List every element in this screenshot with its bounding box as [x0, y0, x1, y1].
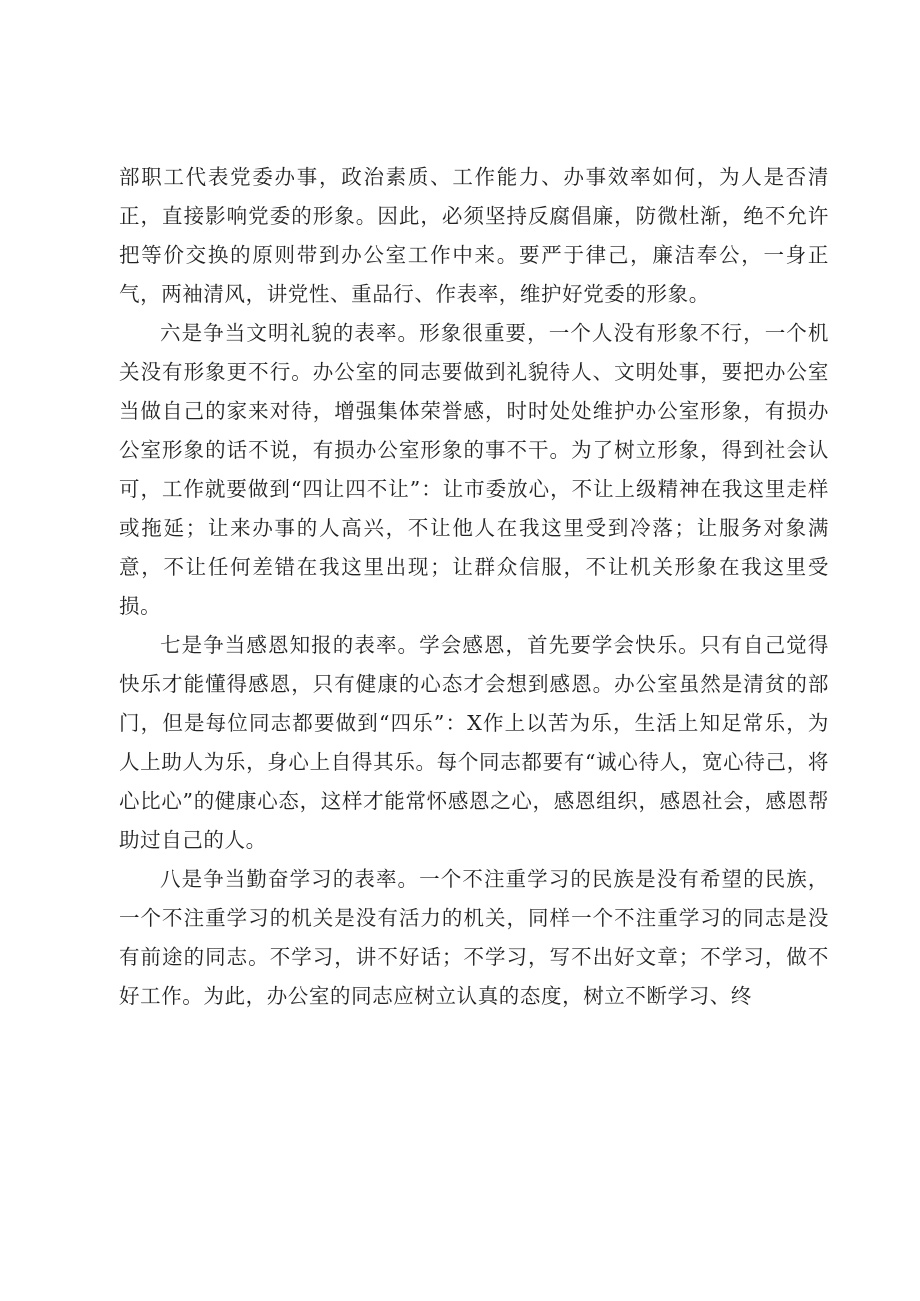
document-body [119, 158, 829, 1016]
paragraph-civility: 六是争当文明礼貌的表率。形象很重要，一个人没有形象不行，一个机关没有形象更不行。办公室的同志要做到礼貌待人、文明处事，要把办公室当做自己的家来对待，增强集体荣誉感，时时处处维护办公室形象，有损办公室形象的话不说，有损办公室形象的事不干。为了树立形象，得到社会认可，工作就要做到“四让四不让”：让市委放心，不让上级精神在我这里走样或拖延；让来办事的人高兴，不让他人在我这里受到冷落；让服务对象满意，不让任何差错在我这里出现；让群众信服，不让机关形象在我这里受损。 [119, 321, 829, 618]
paragraph-continued: 部职工代表党委办事，政治素质、工作能力、办事效率如何，为人是否清正，直接影响党委的形象。因此，必须坚持反腐倡廉，防微杜渐，绝不允许把等价交换的原则带到办公室工作中来。要严于律己，廉洁奉公，一身正气，两袖清风，讲党性、重品行、作表率，维护好党委的形象。 [119, 165, 829, 306]
paragraph-study: 八是争当勤奋学习的表率。一个不注重学习的民族是没有希望的民族，一个不注重学习的机关是没有活力的机关，同样一个不注重学习的同志是没有前途的同志。不学习，讲不好话；不学习，写不出好文章；不学习，做不好工作。为此，办公室的同志应树立认真的态度，树立不断学习、终 [119, 867, 829, 1008]
paragraph-gratitude: 七是争当感恩知报的表率。学会感恩，首先要学会快乐。只有自己觉得快乐才能懂得感恩，只有健康的心态才会想到感恩。办公室虽然是清贫的部门，但是每位同志都要做到“四乐”：X作上以苦为乐，生活上知足常乐，为人上助人为乐，身心上自得其乐。每个同志都要有“诚心待人，宽心待己，将心比心”的健康心态，这样才能常怀感恩之心，感恩组织，感恩社会，感恩帮助过自己的人。 [119, 633, 829, 852]
